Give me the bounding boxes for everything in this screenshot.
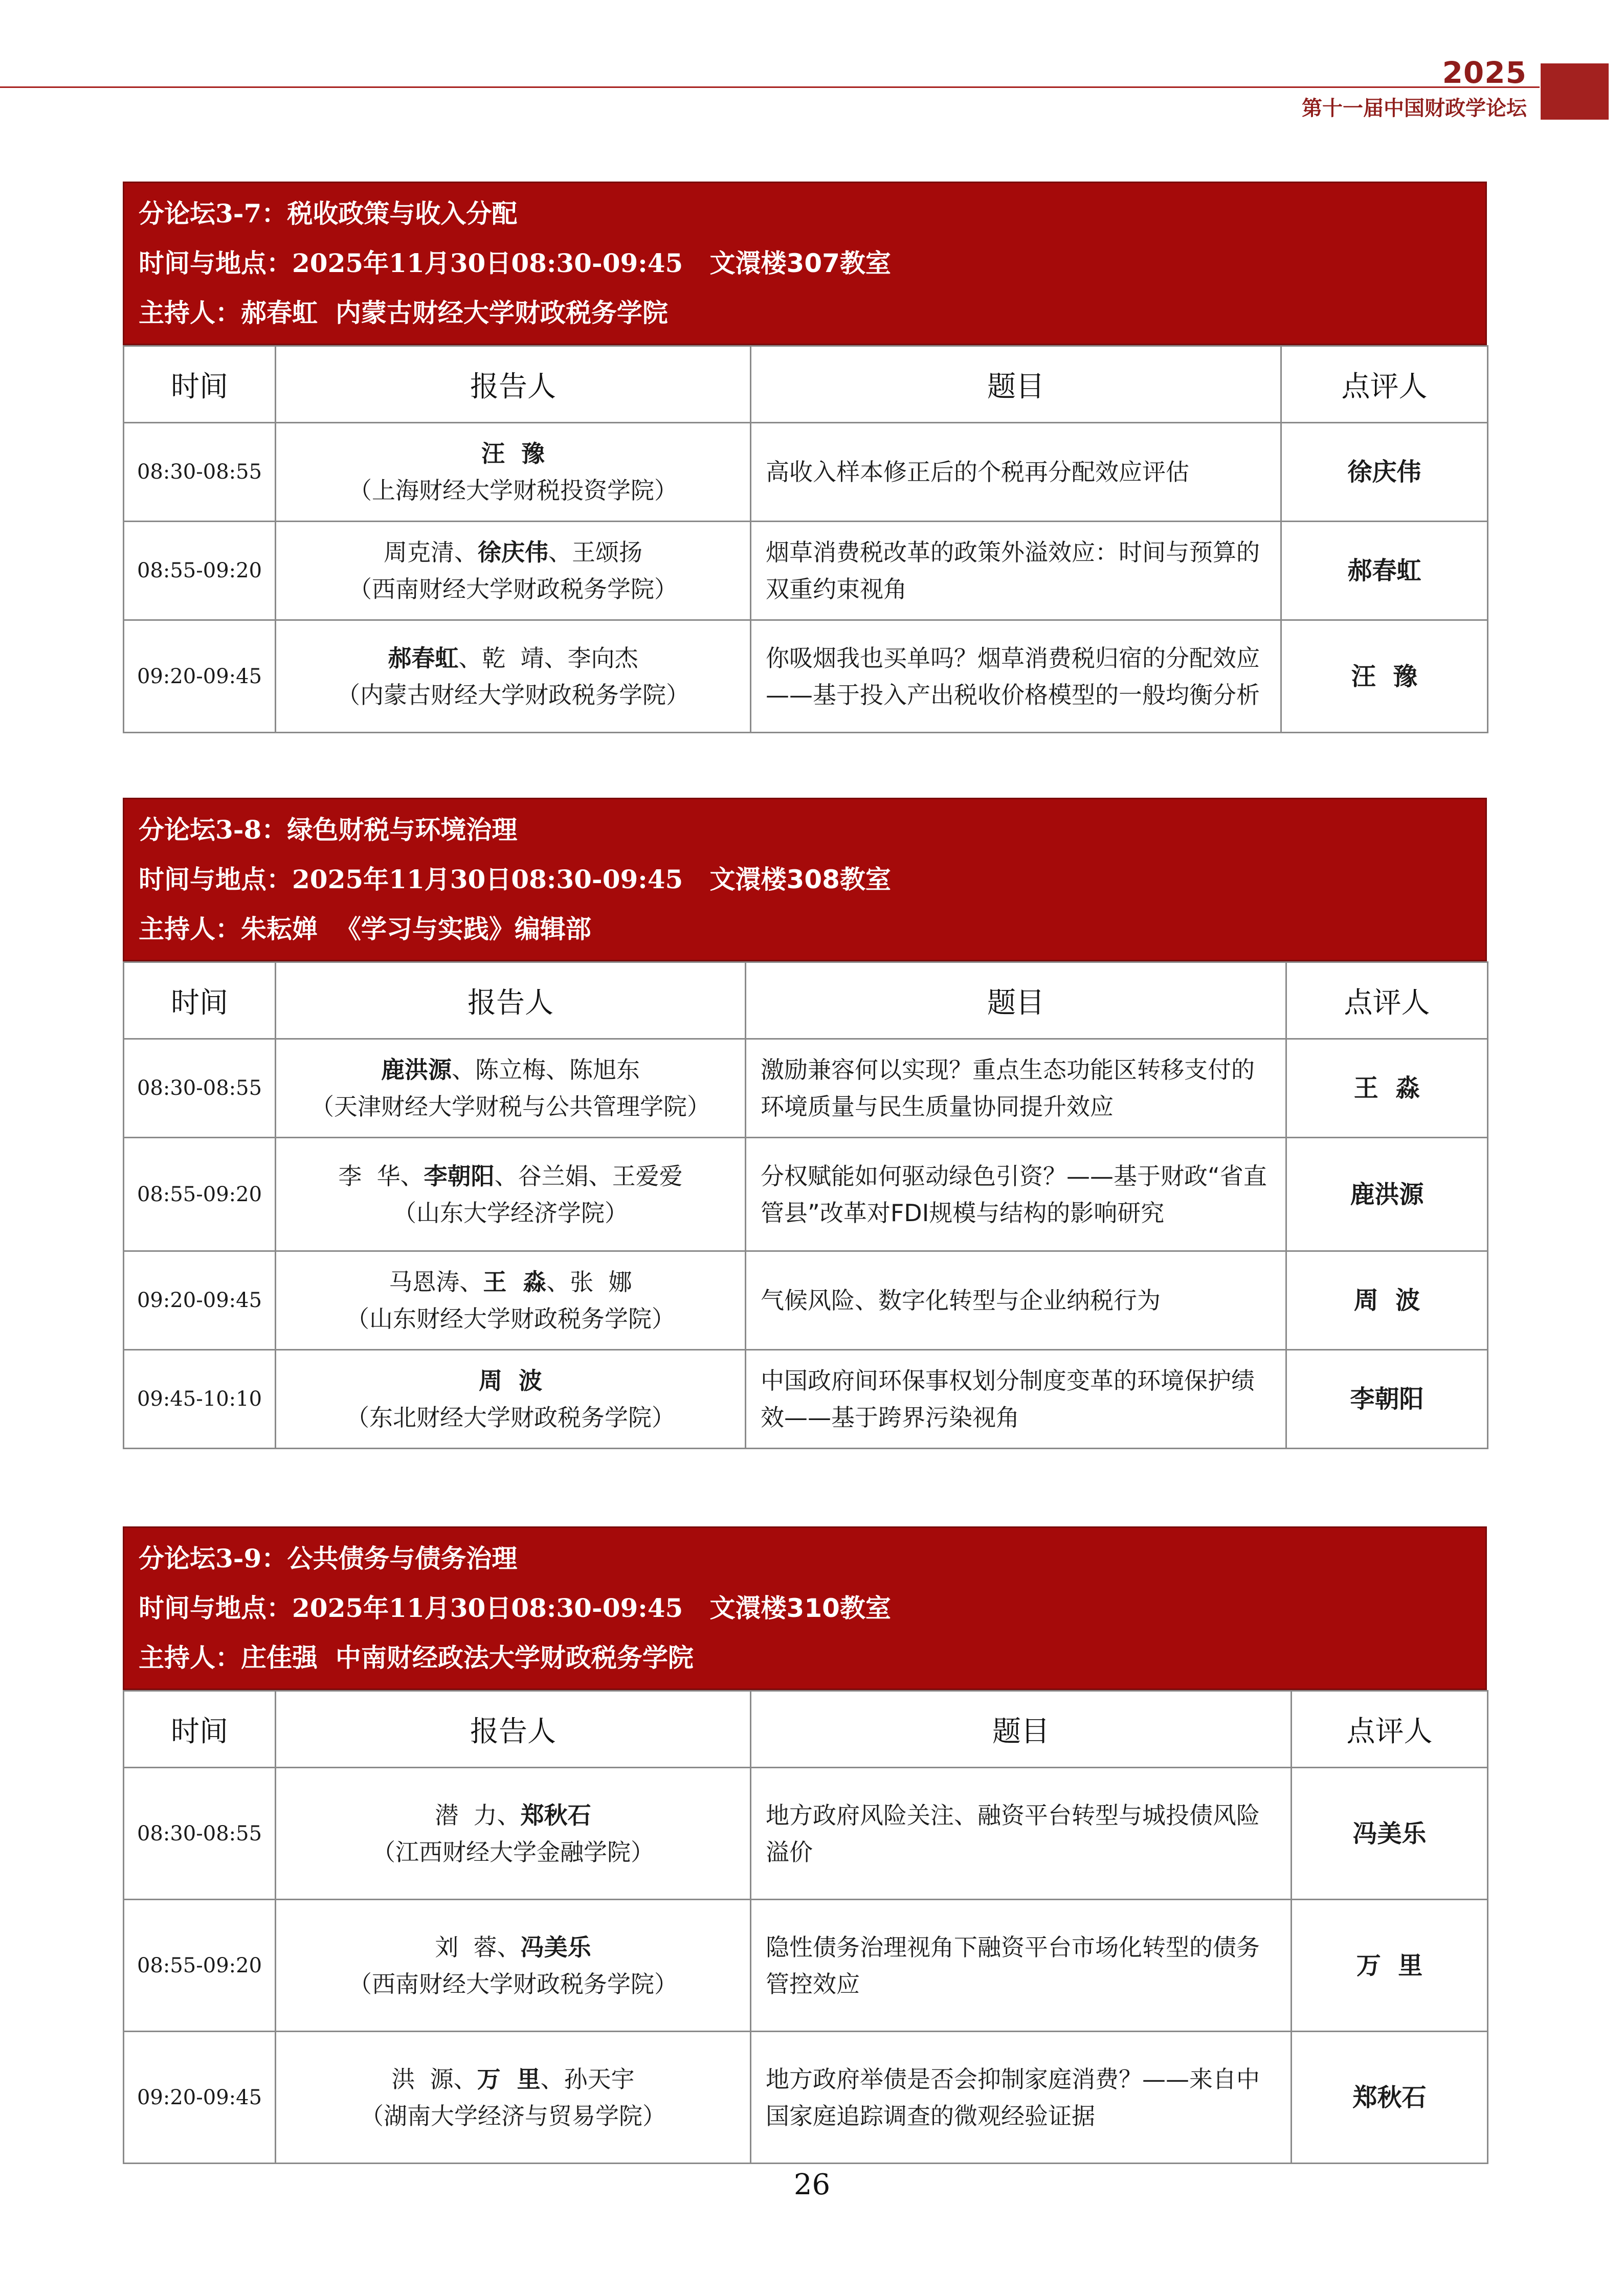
table-header-row	[124, 1691, 1488, 1768]
table-row	[124, 1251, 1488, 1350]
session-time: 09:45-10:10	[124, 1350, 276, 1449]
reporter-affiliation: （内蒙古财经大学财政税务学院）	[337, 681, 689, 709]
forum-3-9	[123, 1526, 1487, 2164]
paper-topic: 高收入样本修正后的个税再分配效应评估	[751, 423, 1281, 522]
reporter-name: 徐庆伟	[478, 538, 548, 566]
col-reporter-header: 报告人	[276, 1691, 751, 1768]
reporters-cell: 李 华、李朝阳、谷兰娟、王爱爱 （山东大学经济学院）	[276, 1138, 746, 1251]
paper-topic: 气候风险、数字化转型与企业纳税行为	[746, 1251, 1286, 1350]
reporter-name: 万 里	[477, 2065, 541, 2093]
reviewer-name: 王 淼	[1286, 1039, 1488, 1138]
reporter-name: 鹿洪源	[381, 1056, 452, 1084]
paper-topic: 分权赋能如何驱动绿色引资？——基于财政“省直管县”改革对FDI规模与结构的影响研究	[746, 1138, 1286, 1251]
reporters-cell: 郝春虹、乾 靖、李向杰 （内蒙古财经大学财政税务学院）	[276, 620, 751, 733]
reporter-name: 陈旭东	[569, 1056, 640, 1084]
table-header-row	[124, 346, 1488, 423]
reporter-affiliation: （西南财经大学财政税务学院）	[348, 1970, 678, 1998]
table-row	[124, 423, 1488, 522]
reporter-affiliation: （天津财经大学财税与公共管理学院）	[310, 1093, 710, 1120]
table-row	[124, 522, 1488, 620]
forum-title: 分论坛3-9：公共债务与债务治理	[139, 1543, 518, 1573]
session-time: 09:20-09:45	[124, 2032, 276, 2164]
reporter-affiliation: （西南财经大学财政税务学院）	[348, 575, 678, 603]
col-reviewer-header: 点评人	[1292, 1691, 1488, 1768]
col-topic-header: 题目	[746, 962, 1286, 1039]
table-row	[124, 620, 1488, 733]
reporter-name: 王颂扬	[572, 538, 642, 566]
table-row	[124, 1768, 1488, 1900]
reporter-name: 郑秋石	[520, 1801, 591, 1829]
paper-topic: 你吸烟我也买单吗？烟草消费税归宿的分配效应——基于投入产出税收价格模型的一般均衡分析	[751, 620, 1281, 733]
forum-host: 主持人：郝春虹 内蒙古财经大学财政税务学院	[139, 298, 668, 328]
reporter-name: 王爱爱	[612, 1162, 683, 1190]
reporters-cell	[276, 1350, 746, 1449]
col-topic-header: 题目	[751, 346, 1281, 423]
reporter-name: 张 娜	[570, 1268, 632, 1296]
reporter-name: 洪 源	[391, 2065, 454, 2093]
schedule-table	[123, 345, 1488, 733]
reporter-affiliation: （山东财经大学财政税务学院）	[346, 1305, 675, 1333]
reporter-name: 陈立梅	[475, 1056, 546, 1084]
schedule-table	[123, 1690, 1488, 2164]
paper-topic: 中国政府间环保事权划分制度变革的环境保护绩效——基于跨界污染视角	[746, 1350, 1286, 1449]
session-time: 08:55-09:20	[124, 1138, 276, 1251]
forum-time-location: 时间与地点：2025年11月30日08:30-09:45 文澴楼310教室	[139, 1593, 891, 1623]
session-time: 08:30-08:55	[124, 423, 276, 522]
forum-host: 主持人：朱耘婵 《学习与实践》编辑部	[139, 914, 591, 944]
session-time: 08:55-09:20	[124, 1900, 276, 2032]
reporter-name: 刘 蓉	[435, 1933, 497, 1961]
session-time: 08:30-08:55	[124, 1039, 276, 1138]
forum-header	[123, 798, 1487, 961]
col-time-header: 时间	[124, 962, 276, 1039]
header-year: 2025	[1442, 55, 1527, 90]
forum-header	[123, 1526, 1487, 1690]
reporters-cell: 洪 源、万 里、孙天宇 （湖南大学经济与贸易学院）	[276, 2032, 751, 2164]
reporter-affiliation: （东北财经大学财政税务学院）	[346, 1404, 675, 1431]
reviewer-name: 郑秋石	[1292, 2032, 1488, 2164]
reviewer-name: 鹿洪源	[1286, 1138, 1488, 1251]
reporter-affiliation: （江西财经大学金融学院）	[372, 1838, 654, 1866]
session-time: 09:20-09:45	[124, 1251, 276, 1350]
reviewer-name: 周 波	[1286, 1251, 1488, 1350]
reviewer-name: 徐庆伟	[1281, 423, 1488, 522]
table-header-row	[124, 962, 1488, 1039]
reporter-name: 汪 豫	[481, 440, 545, 467]
col-reviewer-header: 点评人	[1286, 962, 1488, 1039]
reporter-name: 李朝阳	[424, 1162, 495, 1190]
schedule-table	[123, 961, 1488, 1449]
forum-title: 分论坛3-8：绿色财税与环境治理	[139, 815, 518, 845]
reporter-name: 马恩涛	[389, 1268, 460, 1296]
session-time: 08:55-09:20	[124, 522, 276, 620]
paper-topic: 地方政府举债是否会抑制家庭消费？——来自中国家庭追踪调查的微观经验证据	[751, 2032, 1292, 2164]
reporter-name: 李向杰	[567, 644, 638, 672]
col-reviewer-header: 点评人	[1281, 346, 1488, 423]
header-rule	[0, 86, 1540, 88]
reviewer-name: 李朝阳	[1286, 1350, 1488, 1449]
session-time: 09:20-09:45	[124, 620, 276, 733]
reporter-name: 孙天宇	[564, 2065, 635, 2093]
reporter-affiliation: （上海财经大学财税投资学院）	[348, 477, 678, 504]
forum-title: 分论坛3-7：税收政策与收入分配	[139, 198, 518, 229]
reporters-cell: 周克清、徐庆伟、王颂扬 （西南财经大学财政税务学院）	[276, 522, 751, 620]
reviewer-name: 汪 豫	[1281, 620, 1488, 733]
table-row	[124, 2032, 1488, 2164]
reporter-affiliation: （湖南大学经济与贸易学院）	[360, 2102, 666, 2130]
reviewer-name: 冯美乐	[1292, 1768, 1488, 1900]
paper-topic: 隐性债务治理视角下融资平台市场化转型的债务管控效应	[751, 1900, 1292, 2032]
page-number: 26	[793, 2168, 831, 2201]
reporter-name: 周 波	[478, 1367, 543, 1394]
reporters-cell: 刘 蓉、冯美乐 （西南财经大学财政税务学院）	[276, 1900, 751, 2032]
table-row	[124, 1138, 1488, 1251]
col-topic-header: 题目	[751, 1691, 1292, 1768]
forum-header	[123, 182, 1487, 345]
reporter-name: 郝春虹	[388, 644, 459, 672]
reviewer-name: 万 里	[1292, 1900, 1488, 2032]
reporter-name: 李 华	[338, 1162, 401, 1190]
forum-3-7	[123, 182, 1487, 733]
reporter-name: 冯美乐	[520, 1933, 591, 1961]
reporters-cell: 鹿洪源、陈立梅、陈旭东 （天津财经大学财税与公共管理学院）	[276, 1039, 746, 1138]
forum-3-8	[123, 798, 1487, 1449]
forum-time-location: 时间与地点：2025年11月30日08:30-09:45 文澴楼308教室	[139, 864, 891, 894]
forum-host: 主持人：庄佳强 中南财经政法大学财政税务学院	[139, 1643, 694, 1673]
reporters-cell: 马恩涛、王 淼、张 娜 （山东财经大学财政税务学院）	[276, 1251, 746, 1350]
reviewer-name: 郝春虹	[1281, 522, 1488, 620]
reporters-cell	[276, 423, 751, 522]
header-decoration-block	[1541, 63, 1609, 120]
col-reporter-header: 报告人	[276, 346, 751, 423]
reporter-name: 潜 力	[435, 1801, 497, 1829]
reporters-cell: 潜 力、郑秋石 （江西财经大学金融学院）	[276, 1768, 751, 1900]
header-title: 第十一届中国财政学论坛	[1302, 97, 1527, 120]
table-row	[124, 1900, 1488, 2032]
reporter-name: 王 淼	[483, 1268, 547, 1296]
reporter-name: 乾 靖	[482, 644, 544, 672]
paper-topic: 地方政府风险关注、融资平台转型与城投债风险溢价	[751, 1768, 1292, 1900]
table-row	[124, 1039, 1488, 1138]
col-reporter-header: 报告人	[276, 962, 746, 1039]
col-time-header: 时间	[124, 1691, 276, 1768]
paper-topic: 烟草消费税改革的政策外溢效应：时间与预算的双重约束视角	[751, 522, 1281, 620]
table-row	[124, 1350, 1488, 1449]
reporter-affiliation: （山东大学经济学院）	[393, 1199, 628, 1227]
paper-topic: 激励兼容何以实现？重点生态功能区转移支付的环境质量与民生质量协同提升效应	[746, 1039, 1286, 1138]
forum-time-location: 时间与地点：2025年11月30日08:30-09:45 文澴楼307教室	[139, 248, 891, 278]
session-time: 08:30-08:55	[124, 1768, 276, 1900]
col-time-header: 时间	[124, 346, 276, 423]
reporter-name: 谷兰娟	[518, 1162, 589, 1190]
reporter-name: 周克清	[384, 538, 454, 566]
